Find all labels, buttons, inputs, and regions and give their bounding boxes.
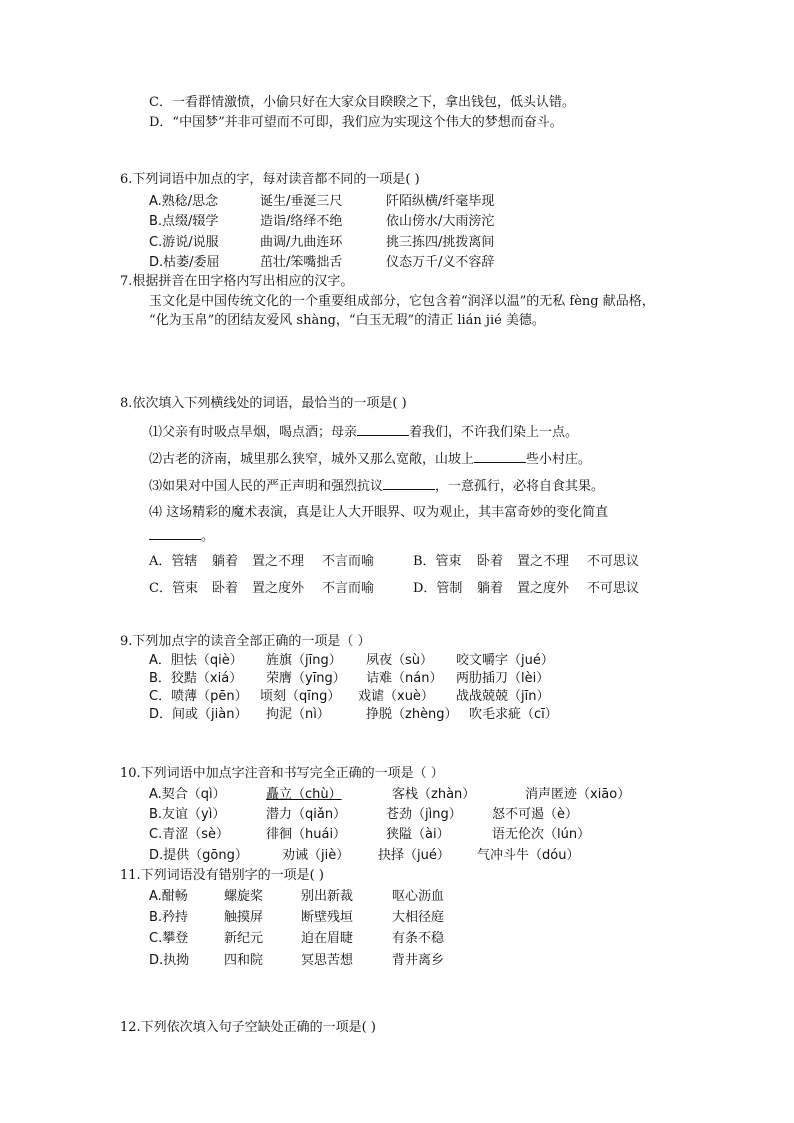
q8-d-4: 不可思议 <box>587 581 640 596</box>
q11-a-4: 呕心沥血 <box>392 889 445 904</box>
q8-sentence-2 <box>149 450 591 468</box>
q8-sentence-1 <box>149 423 578 441</box>
q8-a-1: A．管辖 <box>149 554 198 569</box>
q9-b-4: 两肋插刀（lèi） <box>456 671 550 686</box>
q9-d-1: D．间或（jiàn） <box>149 707 248 722</box>
q8-d-3: 置之度外 <box>517 581 570 596</box>
q10-d-4: 气冲斗牛（dóu） <box>477 848 580 863</box>
q10-c-2: 徘徊（huái） <box>266 827 347 842</box>
q8-d-2: 躺着 <box>477 581 504 596</box>
q6-c-2: 曲调/九曲连环 <box>260 235 343 250</box>
q11-b-2: 触摸屏 <box>224 910 264 925</box>
q11-d-3: 冥思苦想 <box>301 953 354 968</box>
q10-b-2: 潜力（qiǎn） <box>266 807 347 822</box>
q8-b-4: 不可思议 <box>587 554 640 569</box>
q8-blank-4 <box>149 527 201 540</box>
q8-s2-before: ⑵古老的济南，城里那么狭窄，城外又那么宽敞，山坡上 <box>149 452 475 467</box>
q8-b-3: 置之不理 <box>517 554 570 569</box>
q8-b-1: B．管束 <box>413 554 462 569</box>
q11-c-1: C.攀登 <box>149 931 189 946</box>
q10-a-4: 消声匿迹（xiāo） <box>525 787 631 802</box>
q6-c-1: C.游说/说服 <box>149 235 219 250</box>
q8-a-3: 置之不理 <box>252 554 305 569</box>
q6-a-2: 诞生/垂涎三尺 <box>260 194 343 209</box>
q8-sentence-3 <box>149 477 604 495</box>
q9-stem: 9.下列加点字的读音全部正确的一项是（ ） <box>120 634 371 649</box>
q9-a-2: 旌旗（jīng） <box>266 653 342 668</box>
q9-a-1: A．胆怯（qiè） <box>149 653 243 668</box>
q10-d-1: D.提供（gōng） <box>149 848 248 863</box>
q8-s1-after: 着我们，不许我们染上一点。 <box>409 425 579 440</box>
q6-b-3: 依山傍水/大雨滂沱 <box>386 214 495 229</box>
q8-s2-after: 些小村庄。 <box>526 452 592 467</box>
q10-c-4: 语无伦次（lún） <box>492 827 591 842</box>
q6-b-2: 造诣/络绎不绝 <box>260 214 343 229</box>
q11-stem: 11.下列词语没有错别字的一项是( ) <box>120 868 324 883</box>
q11-c-4: 有条不稳 <box>392 931 445 946</box>
q10-a-1: A.契合（qì） <box>149 787 226 802</box>
q10-a-3: 客栈（zhàn） <box>392 787 476 802</box>
q6-d-2: 茁壮/笨嘴拙舌 <box>260 255 343 270</box>
q9-b-1: B．狡黠（xiá） <box>149 671 243 686</box>
q10-b-3: 苍劲（jìng） <box>386 807 462 822</box>
q10-d-2: 劝诫（jiè） <box>282 848 350 863</box>
q11-b-1: B.矜持 <box>149 910 189 925</box>
q7-line-2: “化为玉帛”的团结友爱风 shàng，“白玉无瑕”的清正 lián jié 美德。 <box>149 313 545 328</box>
q8-stem: 8.依次填入下列横线处的词语，最恰当的一项是( ) <box>120 396 407 411</box>
q11-c-2: 新纪元 <box>224 931 264 946</box>
q8-s4-after: 。 <box>201 529 215 544</box>
q6-a-1: A.熟稔/思念 <box>149 194 219 209</box>
q9-c-4: 战战兢兢（jīn） <box>456 689 550 704</box>
q12-stem: 12.下列依次填入句子空缺处正确的一项是( ) <box>120 1020 376 1035</box>
q11-d-4: 背井离乡 <box>392 953 445 968</box>
q8-d-1: D．管制 <box>413 581 463 596</box>
q10-b-1: B.友谊（yì） <box>149 807 226 822</box>
q9-b-2: 荣膺（yīng） <box>266 671 346 686</box>
q9-a-4: 咬文嚼字（jué） <box>456 653 554 668</box>
q8-a-2: 躺着 <box>212 554 239 569</box>
q8-a-4: 不言而喻 <box>322 554 375 569</box>
q6-d-1: D.枯萎/委屈 <box>149 255 220 270</box>
q11-c-3: 迫在眉睫 <box>301 931 354 946</box>
q10-b-4: 怒不可遏（è） <box>492 807 578 822</box>
q10-d-3: 抉择（jué） <box>378 848 450 863</box>
q9-d-4: 吹毛求疵（cī） <box>469 707 558 722</box>
q8-blank-1 <box>357 423 409 436</box>
q8-c-4: 不言而喻 <box>322 581 375 596</box>
q6-a-3: 阡陌纵横/纤毫毕现 <box>386 194 495 209</box>
q8-blank-2 <box>474 450 526 463</box>
q8-c-2: 卧着 <box>212 581 239 596</box>
q9-c-2: 顷刻（qīng） <box>260 689 341 704</box>
q9-a-3: 夙夜（sù） <box>366 653 434 668</box>
q6-d-3: 仪态万千/义不容辞 <box>386 255 495 270</box>
q10-a-2: 矗立（chù） <box>266 787 342 802</box>
q11-b-4: 大相径庭 <box>392 910 445 925</box>
q10-stem: 10.下列词语中加点字注音和书写完全正确的一项是（ ） <box>120 766 444 781</box>
q11-a-1: A.酣畅 <box>149 889 188 904</box>
q9-c-3: 戏谑（xuè） <box>358 689 434 704</box>
q7-line-1: 玉文化是中国传统文化的一个重要组成部分，它包含着“润泽以温”的无私 fèng 献品格， <box>149 294 655 309</box>
q11-a-2: 螺旋桨 <box>224 889 264 904</box>
q8-c-3: 置之度外 <box>252 581 305 596</box>
q9-d-3: 挣脱（zhèng） <box>366 707 458 722</box>
q9-c-1: C．喷薄（pēn） <box>149 689 248 704</box>
q11-d-1: D.执拗 <box>149 953 190 968</box>
q6-b-1: B.点缀/辍学 <box>149 214 219 229</box>
q9-b-3: 诘难（nán） <box>366 671 443 686</box>
q7-stem: 7.根据拼音在田字格内写出相应的汉字。 <box>120 274 354 289</box>
q8-sentence-4: ⑷ 这场精彩的魔术表演，真是让人大开眼界、叹为观止，其丰富奇妙的变化简直 <box>149 505 609 520</box>
q8-s3-after: ，一意孤行，必将自食其果。 <box>435 479 605 494</box>
q11-d-2: 四和院 <box>224 953 264 968</box>
q8-s1-before: ⑴父亲有时吸点旱烟，喝点酒；母亲 <box>149 425 358 440</box>
q11-a-3: 别出新裁 <box>301 889 354 904</box>
q8-b-2: 卧着 <box>477 554 504 569</box>
q8-s3-before: ⑶如果对中国人民的严正声明和强烈抗议 <box>149 479 384 494</box>
q10-c-1: C.青涩（sè） <box>149 827 229 842</box>
q6-c-3: 挑三拣四/挑拨离间 <box>386 235 495 250</box>
q5-option-c: C．一看群情激愤，小偷只好在大家众目睽睽之下，拿出钱包，低头认错。 <box>149 95 575 110</box>
q8-blank-3 <box>383 477 435 490</box>
q6-stem: 6.下列词语中加点的字，每对读音都不同的一项是( ) <box>120 172 420 187</box>
q11-b-3: 断壁残垣 <box>301 910 354 925</box>
q10-c-3: 狭隘（ài） <box>386 827 450 842</box>
q8-sentence-4-end <box>149 527 214 545</box>
q9-d-2: 拘泥（nì） <box>266 707 330 722</box>
q5-option-d: D．“中国梦”并非可望而不可即，我们应为实现这个伟大的梦想而奋斗。 <box>149 115 563 130</box>
q8-c-1: C．管束 <box>149 581 198 596</box>
